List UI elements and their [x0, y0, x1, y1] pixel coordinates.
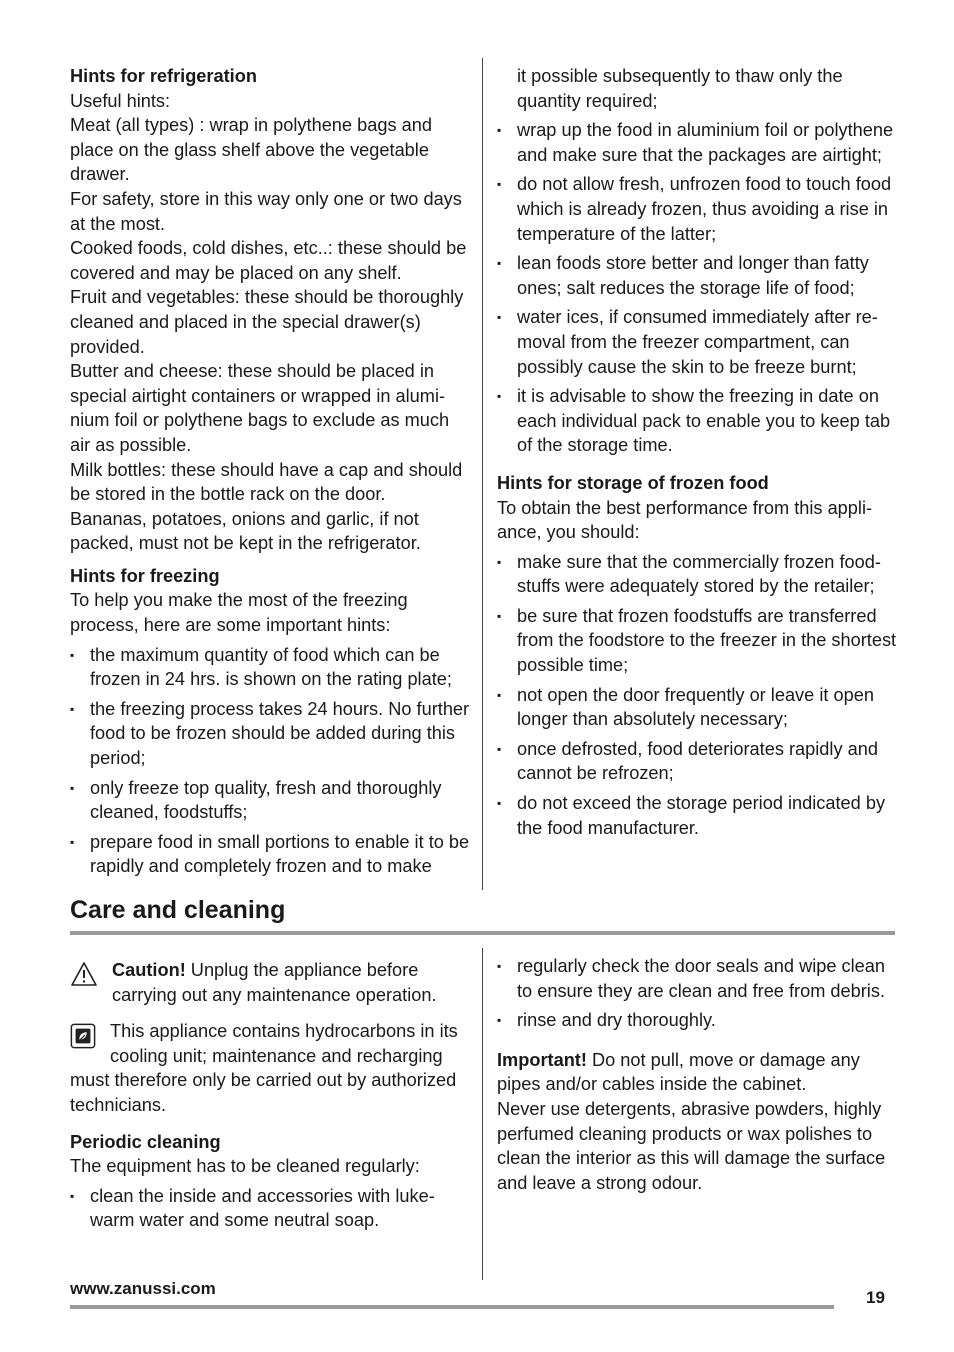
caution-label: Caution!	[112, 960, 186, 980]
right-column-top	[497, 64, 897, 845]
column-divider-bottom	[482, 948, 483, 1280]
refrigeration-paragraph: Fruit and vegetables: these should be thoroughly cleaned and placed in the special drawer(s) provided.	[70, 287, 464, 357]
list-item: ▪ the maximum quantity of food which can be frozen in 24 hrs. is shown on the rating plate;	[70, 643, 470, 692]
periodic-cleaning-intro: The equipment has to be cleaned regularly:	[70, 1156, 420, 1177]
refrigeration-paragraph: For safety, store in this way only one or two days at the most.	[70, 188, 462, 234]
list-item: ▪ the freezing process takes 24 hours. No further food to be frozen should be added during this period;	[70, 697, 470, 771]
list-item: ▪ regularly check the door seals and wipe clean to ensure they are clean and free from debris.	[497, 954, 897, 1003]
list-item: ▪ clean the inside and accessories with lukewarm water and some neutral soap.	[70, 1184, 470, 1233]
important-label: Important!	[497, 1049, 587, 1070]
important-text: Do not pull, move or damage any pipes and/or cables inside the cabinet.	[497, 1049, 860, 1095]
column-divider-top	[482, 58, 483, 890]
storage-heading: Hints for storage of frozen food	[497, 472, 769, 493]
list-item: ▪ wrap up the food in aluminium foil or polythene and make sure that the packages are airtight;	[497, 118, 897, 167]
environment-icon	[70, 1023, 96, 1049]
list-item: ▪ lean foods store better and longer than fatty ones; salt reduces the storage life of food;	[497, 251, 897, 300]
caution-text: Unplug the appliance before carrying out any maintenance operation.	[112, 960, 437, 1005]
periodic-cleaning-list-continued	[497, 954, 897, 1033]
page-number: 19	[866, 1288, 885, 1307]
left-column-top	[70, 64, 470, 884]
refrigeration-paragraph: Meat (all types) : wrap in polythene bags and place on the glass shelf above the vegetable drawer.	[70, 115, 432, 185]
list-item: ▪ it is advisable to show the freezing in date on each individual pack to enable you to keep tab of the storage time.	[497, 384, 897, 458]
important-notice	[497, 1048, 897, 1097]
periodic-cleaning-heading: Periodic cleaning	[70, 1131, 221, 1152]
refrigeration-paragraph: Useful hints:	[70, 90, 171, 111]
right-column-bottom	[497, 954, 897, 1195]
hydrocarbon-notice	[70, 1019, 470, 1117]
list-item: ▪ rinse and dry thoroughly.	[497, 1008, 897, 1033]
freezing-list-continued	[497, 118, 897, 458]
list-item: ▪ once defrosted, food deteriorates rapidly and cannot be refrozen;	[497, 737, 897, 786]
refrigeration-paragraph: Cooked foods, cold dishes, etc..: these should be covered and may be placed on any shelf.	[70, 238, 467, 283]
list-item: ▪ do not exceed the storage period indicated by the food manufacturer.	[497, 791, 897, 840]
hydrocarbon-text: This appliance contains hydrocarbons in its cooling unit; maintenance and recharging must therefore only be carried out by authorized technicians.	[70, 1021, 458, 1115]
list-item: ▪ only freeze top quality, fresh and thoroughly cleaned, foodstuffs;	[70, 776, 470, 825]
footer-rule	[70, 1305, 834, 1309]
warning-triangle-icon	[70, 960, 98, 988]
storage-list	[497, 550, 897, 841]
storage-intro: To obtain the best performance from this appliance, you should:	[497, 497, 873, 543]
list-item: ▪ do not allow fresh, unfrozen food to touch food which is already frozen, thus avoiding a rise in temperature of the latter;	[497, 172, 897, 246]
list-item: ▪ not open the door frequently or leave it open longer than absolutely necessary;	[497, 683, 897, 732]
freezing-list	[70, 643, 470, 879]
list-item: ▪ prepare food in small portions to enable it to be rapidly and completely frozen and to make	[70, 830, 470, 879]
left-column-bottom	[70, 958, 470, 1238]
refrigeration-paragraph: Butter and cheese: these should be placed in special airtight containers or wrapped in aluminium foil or polythene bags to exclude as much air as possible.	[70, 361, 450, 455]
never-use-text: Never use detergents, abrasive powders, highly perfumed cleaning products or wax polishes to clean the interior as this will damage the surface and leave a strong odour.	[497, 1098, 886, 1193]
refrigeration-heading: Hints for refrigeration	[70, 66, 257, 86]
list-item: ▪ make sure that the commercially frozen foodstuffs were adequately stored by the retailer;	[497, 550, 897, 599]
refrigeration-paragraph: Milk bottles: these should have a cap and should be stored in the bottle rack on the door.	[70, 459, 463, 505]
list-item: ▪ water ices, if consumed immediately after removal from the freezer compartment, can possibly cause the skin to be freeze burnt;	[497, 305, 897, 379]
section-rule	[70, 931, 895, 935]
caution-notice	[70, 958, 470, 1007]
list-item: ▪ be sure that frozen foodstuffs are transferred from the foodstore to the freezer in the shortest possible time;	[497, 604, 897, 678]
footer-website: www.zanussi.com	[70, 1279, 216, 1298]
refrigeration-paragraph: Bananas, potatoes, onions and garlic, if not packed, must not be kept in the refrigerator.	[70, 508, 421, 554]
freezing-continued: it possible subsequently to thaw only the quantity required;	[517, 66, 843, 111]
periodic-cleaning-list	[70, 1184, 470, 1233]
freezing-intro: To help you make the most of the freezing process, here are some important hints:	[70, 590, 408, 636]
section-title: Care and cleaning	[70, 896, 286, 924]
freezing-heading: Hints for freezing	[70, 565, 220, 586]
